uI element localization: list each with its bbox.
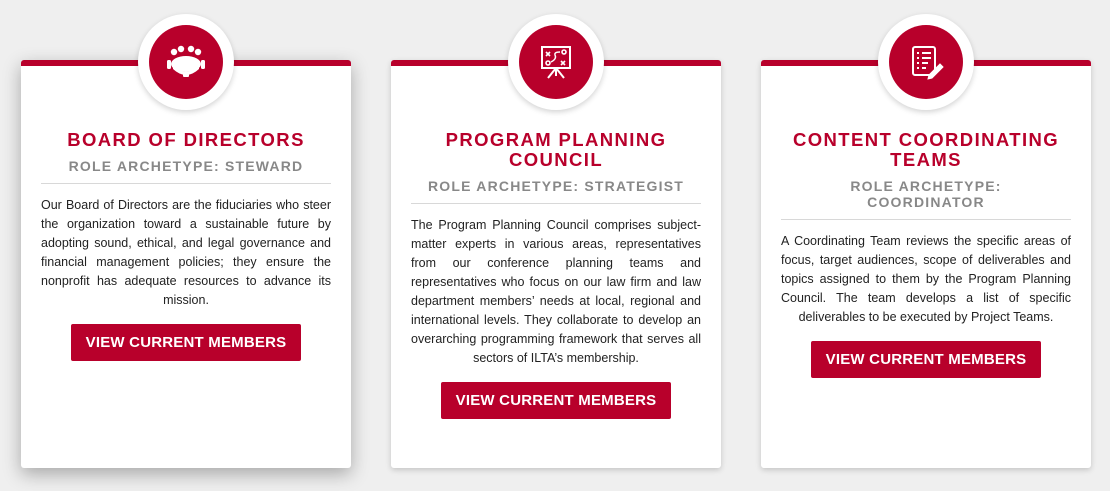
icon-badge [878,14,974,110]
card-content-coordinating-teams [761,60,1091,468]
divider [781,219,1071,220]
icon-badge [508,14,604,110]
strategy-board-icon [519,25,593,99]
icon-badge [138,14,234,110]
conference-table-icon [149,25,223,99]
card-description: The Program Planning Council comprises subject-matter experts in various areas, representatives from our conference planning teams and representatives who focus on our law firm and law department members’ needs at local, regional and international levels. They collaborate to develop an overarching programming framework that serves all sectors of ILTA’s membership. [411,218,701,365]
divider [41,183,331,184]
card-title: CONTENT COORDINATING TEAMS [792,129,1060,170]
role-archetype: ROLE ARCHETYPE: COORDINATOR [850,178,1002,210]
view-current-members-button[interactable]: VIEW CURRENT MEMBERS [441,382,671,419]
card-title: PROGRAM PLANNING COUNCIL [445,129,667,170]
divider [411,203,701,204]
role-archetype: ROLE ARCHETYPE: STEWARD [68,158,304,174]
view-current-members-button[interactable]: VIEW CURRENT MEMBERS [71,324,301,361]
card-program-planning-council [391,60,721,468]
card-board-of-directors [21,60,351,468]
card-description: Our Board of Directors are the fiduciaries who steer the organization toward a sustainable future by adopting sound, ethical, and legal governance and financial management policies; they ensure the nonprofit has adequate resources to advance its mission. [41,198,331,307]
card-title: BOARD OF DIRECTORS [67,129,305,150]
role-archetype: ROLE ARCHETYPE: STRATEGIST [428,178,684,194]
view-current-members-button[interactable]: VIEW CURRENT MEMBERS [811,341,1041,378]
checklist-edit-icon [889,25,963,99]
card-description: A Coordinating Team reviews the specific areas of focus, target audiences, scope of deliverables and topics assigned to them by the Program Planning Council. The team develops a list of specific deliverables to be executed by Project Teams. [781,234,1071,324]
